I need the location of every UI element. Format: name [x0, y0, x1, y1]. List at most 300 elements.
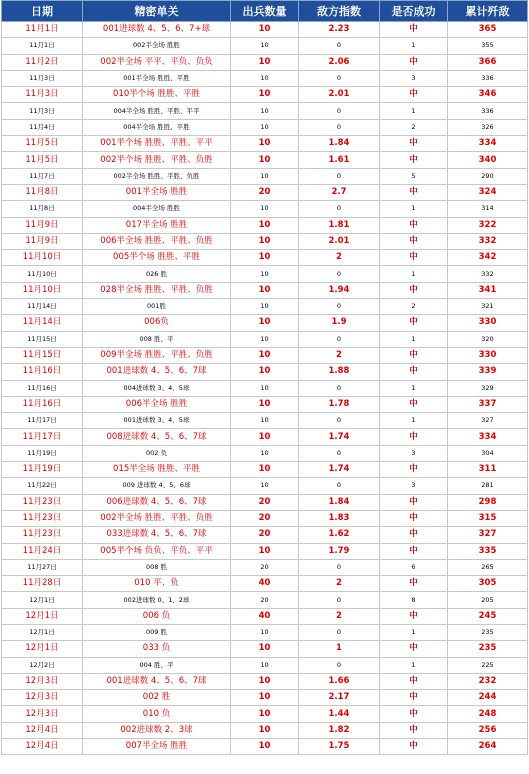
cell-quantity: 40 [231, 576, 299, 592]
cell-date: 11月5日 [2, 136, 83, 152]
cell-cumulative: 329 [448, 380, 528, 396]
cell-odds: 1.82 [299, 722, 380, 738]
cell-odds: 2 [299, 608, 380, 624]
cell-cumulative: 327 [448, 413, 528, 429]
cell-cumulative: 324 [448, 184, 528, 200]
cell-pick: 007半全场 胜胜 [83, 739, 231, 755]
cell-cumulative: 339 [448, 364, 528, 380]
cell-odds: 1.94 [299, 282, 380, 298]
cell-odds: 0 [299, 445, 380, 461]
cell-quantity: 20 [231, 510, 299, 526]
cell-success: 2 [380, 119, 448, 135]
cell-cumulative: 304 [448, 445, 528, 461]
cell-quantity: 20 [231, 184, 299, 200]
cell-odds: 0 [299, 331, 380, 347]
cell-date: 11月2日 [2, 54, 83, 70]
cell-quantity: 10 [231, 380, 299, 396]
cell-odds: 1.75 [299, 739, 380, 755]
cell-success: 1 [380, 331, 448, 347]
cell-date: 11月16日 [2, 364, 83, 380]
table-row [2, 315, 528, 331]
cell-success: 中 [380, 315, 448, 331]
cell-quantity: 10 [231, 543, 299, 559]
cell-date: 11月8日 [2, 184, 83, 200]
cell-success: 中 [380, 576, 448, 592]
cell-success: 中 [380, 706, 448, 722]
cell-success: 1 [380, 103, 448, 119]
cell-cumulative: 225 [448, 657, 528, 673]
cell-cumulative: 330 [448, 315, 528, 331]
cell-success: 3 [380, 478, 448, 494]
cell-pick: 028半全场 胜胜、平胜、负胜 [83, 282, 231, 298]
header-date: 日期 [2, 1, 83, 22]
cell-date: 11月9日 [2, 217, 83, 233]
cell-cumulative: 320 [448, 331, 528, 347]
cell-quantity: 10 [231, 315, 299, 331]
cell-pick: 001半全场 胜胜 [83, 184, 231, 200]
table-row [2, 87, 528, 103]
cell-date: 11月23日 [2, 510, 83, 526]
cell-cumulative: 336 [448, 70, 528, 86]
cell-date: 11月1日 [2, 38, 83, 54]
cell-date: 11月9日 [2, 233, 83, 249]
cell-quantity: 10 [231, 103, 299, 119]
cell-success: 中 [380, 494, 448, 510]
cell-pick: 002 负 [83, 445, 231, 461]
cell-cumulative: 337 [448, 396, 528, 412]
record-table [1, 0, 528, 755]
cell-success: 中 [380, 510, 448, 526]
cell-cumulative: 332 [448, 233, 528, 249]
cell-cumulative: 248 [448, 706, 528, 722]
cell-quantity: 10 [231, 331, 299, 347]
cell-odds: 0 [299, 380, 380, 396]
cell-odds: 1.9 [299, 315, 380, 331]
cell-success: 中 [380, 87, 448, 103]
cell-odds: 1.74 [299, 462, 380, 478]
cell-cumulative: 232 [448, 673, 528, 689]
cell-quantity: 10 [231, 282, 299, 298]
cell-date: 11月23日 [2, 527, 83, 543]
cell-quantity: 10 [231, 413, 299, 429]
cell-pick: 001半全场 胜胜、平胜 [83, 70, 231, 86]
cell-success: 6 [380, 559, 448, 575]
table-row [2, 624, 528, 640]
cell-odds: 0 [299, 119, 380, 135]
cell-pick: 005半个场 胜胜、平胜 [83, 250, 231, 266]
cell-success: 中 [380, 282, 448, 298]
cell-success: 中 [380, 462, 448, 478]
cell-quantity: 10 [231, 624, 299, 640]
cell-quantity: 10 [231, 22, 299, 38]
cell-odds: 0 [299, 592, 380, 608]
cell-pick: 008 胜、平 [83, 331, 231, 347]
cell-cumulative: 298 [448, 494, 528, 510]
header-odds: 敌方指数 [299, 1, 380, 22]
cell-success: 中 [380, 364, 448, 380]
cell-date: 11月22日 [2, 478, 83, 494]
cell-success: 中 [380, 673, 448, 689]
cell-quantity: 10 [231, 54, 299, 70]
cell-success: 中 [380, 396, 448, 412]
cell-success: 中 [380, 543, 448, 559]
cell-quantity: 10 [231, 641, 299, 657]
cell-odds: 0 [299, 657, 380, 673]
cell-pick: 008进球数 4、5、6、7球 [83, 429, 231, 445]
cell-quantity: 10 [231, 657, 299, 673]
header-pick: 精密单关 [83, 1, 231, 22]
cell-quantity: 10 [231, 201, 299, 217]
cell-pick: 008 胜 [83, 559, 231, 575]
cell-quantity: 20 [231, 559, 299, 575]
cell-success: 中 [380, 641, 448, 657]
table-row [2, 233, 528, 249]
cell-quantity: 10 [231, 168, 299, 184]
table-row [2, 576, 528, 592]
cell-quantity: 20 [231, 592, 299, 608]
table-row [2, 608, 528, 624]
header-row [2, 1, 528, 22]
cell-odds: 1.79 [299, 543, 380, 559]
cell-quantity: 10 [231, 136, 299, 152]
cell-date: 11月15日 [2, 347, 83, 363]
cell-pick: 004半全场 胜胜、平胜 [83, 119, 231, 135]
cell-cumulative: 341 [448, 282, 528, 298]
cell-date: 11月17日 [2, 429, 83, 445]
table-row [2, 54, 528, 70]
cell-date: 11月10日 [2, 282, 83, 298]
cell-pick: 033 负 [83, 641, 231, 657]
cell-success: 8 [380, 592, 448, 608]
cell-date: 12月1日 [2, 641, 83, 657]
cell-date: 11月23日 [2, 494, 83, 510]
cell-pick: 006半全场 胜胜、平胜、负胜 [83, 233, 231, 249]
cell-odds: 1.62 [299, 527, 380, 543]
cell-odds: 0 [299, 413, 380, 429]
table-row [2, 282, 528, 298]
cell-pick: 006负 [83, 315, 231, 331]
cell-pick: 009 胜 [83, 624, 231, 640]
cell-pick: 002半全场 胜胜、平胜、负胜 [83, 168, 231, 184]
table-row [2, 690, 528, 706]
cell-pick: 006进球数 4、5、6、7球 [83, 494, 231, 510]
cell-quantity: 10 [231, 445, 299, 461]
cell-quantity: 10 [231, 233, 299, 249]
cell-odds: 2.17 [299, 690, 380, 706]
table-row [2, 70, 528, 86]
cell-quantity: 10 [231, 673, 299, 689]
cell-date: 12月1日 [2, 624, 83, 640]
cell-pick: 002半全场 平平、平负、负负 [83, 54, 231, 70]
cell-odds: 1.78 [299, 396, 380, 412]
cell-cumulative: 336 [448, 103, 528, 119]
cell-date: 11月3日 [2, 70, 83, 86]
cell-pick: 001进球数 4、5、6、7+球 [83, 22, 231, 38]
cell-cumulative: 346 [448, 87, 528, 103]
cell-success: 中 [380, 739, 448, 755]
cell-quantity: 10 [231, 706, 299, 722]
cell-odds: 1.74 [299, 429, 380, 445]
cell-quantity: 10 [231, 722, 299, 738]
cell-quantity: 10 [231, 429, 299, 445]
cell-odds: 0 [299, 624, 380, 640]
cell-odds: 0 [299, 168, 380, 184]
cell-date: 11月19日 [2, 445, 83, 461]
cell-pick: 010 负 [83, 706, 231, 722]
table-row [2, 168, 528, 184]
table-row [2, 347, 528, 363]
cell-quantity: 10 [231, 462, 299, 478]
cell-date: 11月16日 [2, 380, 83, 396]
cell-date: 11月14日 [2, 299, 83, 315]
table-row [2, 152, 528, 168]
cell-cumulative: 327 [448, 527, 528, 543]
cell-date: 11月24日 [2, 543, 83, 559]
cell-date: 12月4日 [2, 739, 83, 755]
cell-odds: 2 [299, 576, 380, 592]
table-row [2, 445, 528, 461]
table-row [2, 266, 528, 282]
cell-pick: 005半个场 负负、平负、平平 [83, 543, 231, 559]
cell-quantity: 20 [231, 494, 299, 510]
cell-date: 12月1日 [2, 592, 83, 608]
table-row [2, 559, 528, 575]
cell-odds: 0 [299, 299, 380, 315]
table-row [2, 119, 528, 135]
table-row [2, 657, 528, 673]
cell-odds: 1.84 [299, 136, 380, 152]
header-quantity: 出兵数量 [231, 1, 299, 22]
cell-pick: 002进球数 2、3球 [83, 722, 231, 738]
cell-success: 3 [380, 70, 448, 86]
cell-odds: 2.06 [299, 54, 380, 70]
cell-odds: 1.88 [299, 364, 380, 380]
cell-odds: 1.61 [299, 152, 380, 168]
cell-date: 11月28日 [2, 576, 83, 592]
cell-success: 1 [380, 413, 448, 429]
cell-cumulative: 235 [448, 641, 528, 657]
cell-success: 1 [380, 38, 448, 54]
table-row [2, 641, 528, 657]
cell-pick: 004 胜、平 [83, 657, 231, 673]
table-row [2, 250, 528, 266]
cell-success: 中 [380, 690, 448, 706]
cell-cumulative: 314 [448, 201, 528, 217]
cell-date: 11月16日 [2, 396, 83, 412]
cell-odds: 2 [299, 347, 380, 363]
cell-pick: 004进球数 3、4、5球 [83, 380, 231, 396]
cell-date: 11月19日 [2, 462, 83, 478]
cell-cumulative: 264 [448, 739, 528, 755]
cell-pick: 002进球数 0、1、2球 [83, 592, 231, 608]
cell-date: 11月1日 [2, 22, 83, 38]
table-row [2, 722, 528, 738]
header-success: 是否成功 [380, 1, 448, 22]
cell-success: 中 [380, 347, 448, 363]
cell-date: 12月2日 [2, 657, 83, 673]
cell-cumulative: 315 [448, 510, 528, 526]
table-row [2, 543, 528, 559]
cell-quantity: 40 [231, 608, 299, 624]
cell-pick: 033进球数 4、5、6、7球 [83, 527, 231, 543]
cell-odds: 1.83 [299, 510, 380, 526]
table-row [2, 396, 528, 412]
cell-success: 中 [380, 136, 448, 152]
cell-pick: 010 平、负 [83, 576, 231, 592]
cell-pick: 002半全场 胜胜 [83, 38, 231, 54]
cell-cumulative: 322 [448, 217, 528, 233]
cell-quantity: 20 [231, 527, 299, 543]
cell-date: 11月14日 [2, 315, 83, 331]
cell-pick: 002半个场 胜胜、平胜、负胜 [83, 152, 231, 168]
cell-pick: 026 胜 [83, 266, 231, 282]
cell-success: 中 [380, 22, 448, 38]
cell-cumulative: 245 [448, 608, 528, 624]
cell-cumulative: 355 [448, 38, 528, 54]
cell-pick: 001胜 [83, 299, 231, 315]
cell-success: 1 [380, 380, 448, 396]
cell-odds: 0 [299, 478, 380, 494]
cell-quantity: 10 [231, 250, 299, 266]
cell-success: 1 [380, 201, 448, 217]
cell-odds: 2.01 [299, 87, 380, 103]
cell-cumulative: 330 [448, 347, 528, 363]
cell-odds: 0 [299, 201, 380, 217]
cell-date: 12月1日 [2, 608, 83, 624]
cell-cumulative: 235 [448, 624, 528, 640]
cell-pick: 006 负 [83, 608, 231, 624]
cell-odds: 2.23 [299, 22, 380, 38]
cell-quantity: 10 [231, 478, 299, 494]
cell-odds: 1.84 [299, 494, 380, 510]
cell-cumulative: 365 [448, 22, 528, 38]
cell-success: 3 [380, 445, 448, 461]
table-row [2, 462, 528, 478]
cell-cumulative: 342 [448, 250, 528, 266]
table-row [2, 673, 528, 689]
cell-date: 12月4日 [2, 722, 83, 738]
table-row [2, 38, 528, 54]
cell-odds: 0 [299, 38, 380, 54]
cell-pick: 006半全场 胜胜 [83, 396, 231, 412]
cell-pick: 017半全场 胜胜 [83, 217, 231, 233]
cell-date: 11月4日 [2, 119, 83, 135]
cell-date: 11月15日 [2, 331, 83, 347]
cell-date: 11月27日 [2, 559, 83, 575]
cell-date: 11月8日 [2, 201, 83, 217]
cell-success: 中 [380, 527, 448, 543]
cell-cumulative: 340 [448, 152, 528, 168]
cell-date: 11月3日 [2, 87, 83, 103]
cell-cumulative: 332 [448, 266, 528, 282]
cell-odds: 0 [299, 559, 380, 575]
cell-pick: 001进球数 4、5、6、7球 [83, 673, 231, 689]
cell-quantity: 10 [231, 70, 299, 86]
cell-odds: 2.01 [299, 233, 380, 249]
cell-pick: 009半全场 胜胜、平胜、负胜 [83, 347, 231, 363]
cell-cumulative: 305 [448, 576, 528, 592]
cell-date: 11月10日 [2, 266, 83, 282]
cell-odds: 0 [299, 103, 380, 119]
table-row [2, 739, 528, 755]
cell-quantity: 10 [231, 119, 299, 135]
cell-date: 11月5日 [2, 152, 83, 168]
table-row [2, 22, 528, 38]
cell-cumulative: 311 [448, 462, 528, 478]
cell-date: 11月10日 [2, 250, 83, 266]
cell-quantity: 10 [231, 364, 299, 380]
cell-cumulative: 290 [448, 168, 528, 184]
table-row [2, 413, 528, 429]
cell-pick: 015半全场 胜胜、平胜 [83, 462, 231, 478]
cell-quantity: 10 [231, 396, 299, 412]
cell-quantity: 10 [231, 739, 299, 755]
cell-pick: 002半全场 胜胜、平胜、负胜 [83, 510, 231, 526]
cell-quantity: 10 [231, 347, 299, 363]
cell-cumulative: 265 [448, 559, 528, 575]
cell-quantity: 10 [231, 87, 299, 103]
table-row [2, 478, 528, 494]
cell-success: 2 [380, 299, 448, 315]
table-row [2, 380, 528, 396]
table-row [2, 136, 528, 152]
cell-success: 中 [380, 250, 448, 266]
cell-pick: 010半个场 胜胜、平胜 [83, 87, 231, 103]
table-row [2, 592, 528, 608]
cell-success: 5 [380, 168, 448, 184]
table-row [2, 429, 528, 445]
cell-success: 中 [380, 233, 448, 249]
cell-date: 12月3日 [2, 673, 83, 689]
table-row [2, 184, 528, 200]
cell-cumulative: 334 [448, 136, 528, 152]
cell-quantity: 10 [231, 38, 299, 54]
cell-date: 12月3日 [2, 706, 83, 722]
cell-date: 12月3日 [2, 690, 83, 706]
table-row [2, 217, 528, 233]
cell-success: 1 [380, 624, 448, 640]
cell-success: 中 [380, 429, 448, 445]
cell-quantity: 10 [231, 299, 299, 315]
table-row [2, 706, 528, 722]
header-cumulative: 累计歼敌 [448, 1, 528, 22]
table-row [2, 527, 528, 543]
cell-pick: 009 进球数 4、5、6球 [83, 478, 231, 494]
cell-odds: 2.7 [299, 184, 380, 200]
cell-success: 中 [380, 152, 448, 168]
table-row [2, 510, 528, 526]
table-row [2, 201, 528, 217]
cell-date: 11月17日 [2, 413, 83, 429]
cell-success: 中 [380, 217, 448, 233]
cell-odds: 2 [299, 250, 380, 266]
cell-pick: 004半全场 胜胜、平胜、平平 [83, 103, 231, 119]
cell-success: 中 [380, 722, 448, 738]
cell-date: 11月7日 [2, 168, 83, 184]
table-row [2, 364, 528, 380]
cell-odds: 0 [299, 266, 380, 282]
cell-quantity: 10 [231, 266, 299, 282]
cell-quantity: 10 [231, 690, 299, 706]
cell-pick: 001进球数 3、4、5球 [83, 413, 231, 429]
cell-date: 11月3日 [2, 103, 83, 119]
cell-pick: 004半全场 胜胜 [83, 201, 231, 217]
cell-quantity: 10 [231, 217, 299, 233]
cell-pick: 001进球数 4、5、6、7球 [83, 364, 231, 380]
table-row [2, 331, 528, 347]
cell-odds: 1.44 [299, 706, 380, 722]
table-row [2, 103, 528, 119]
